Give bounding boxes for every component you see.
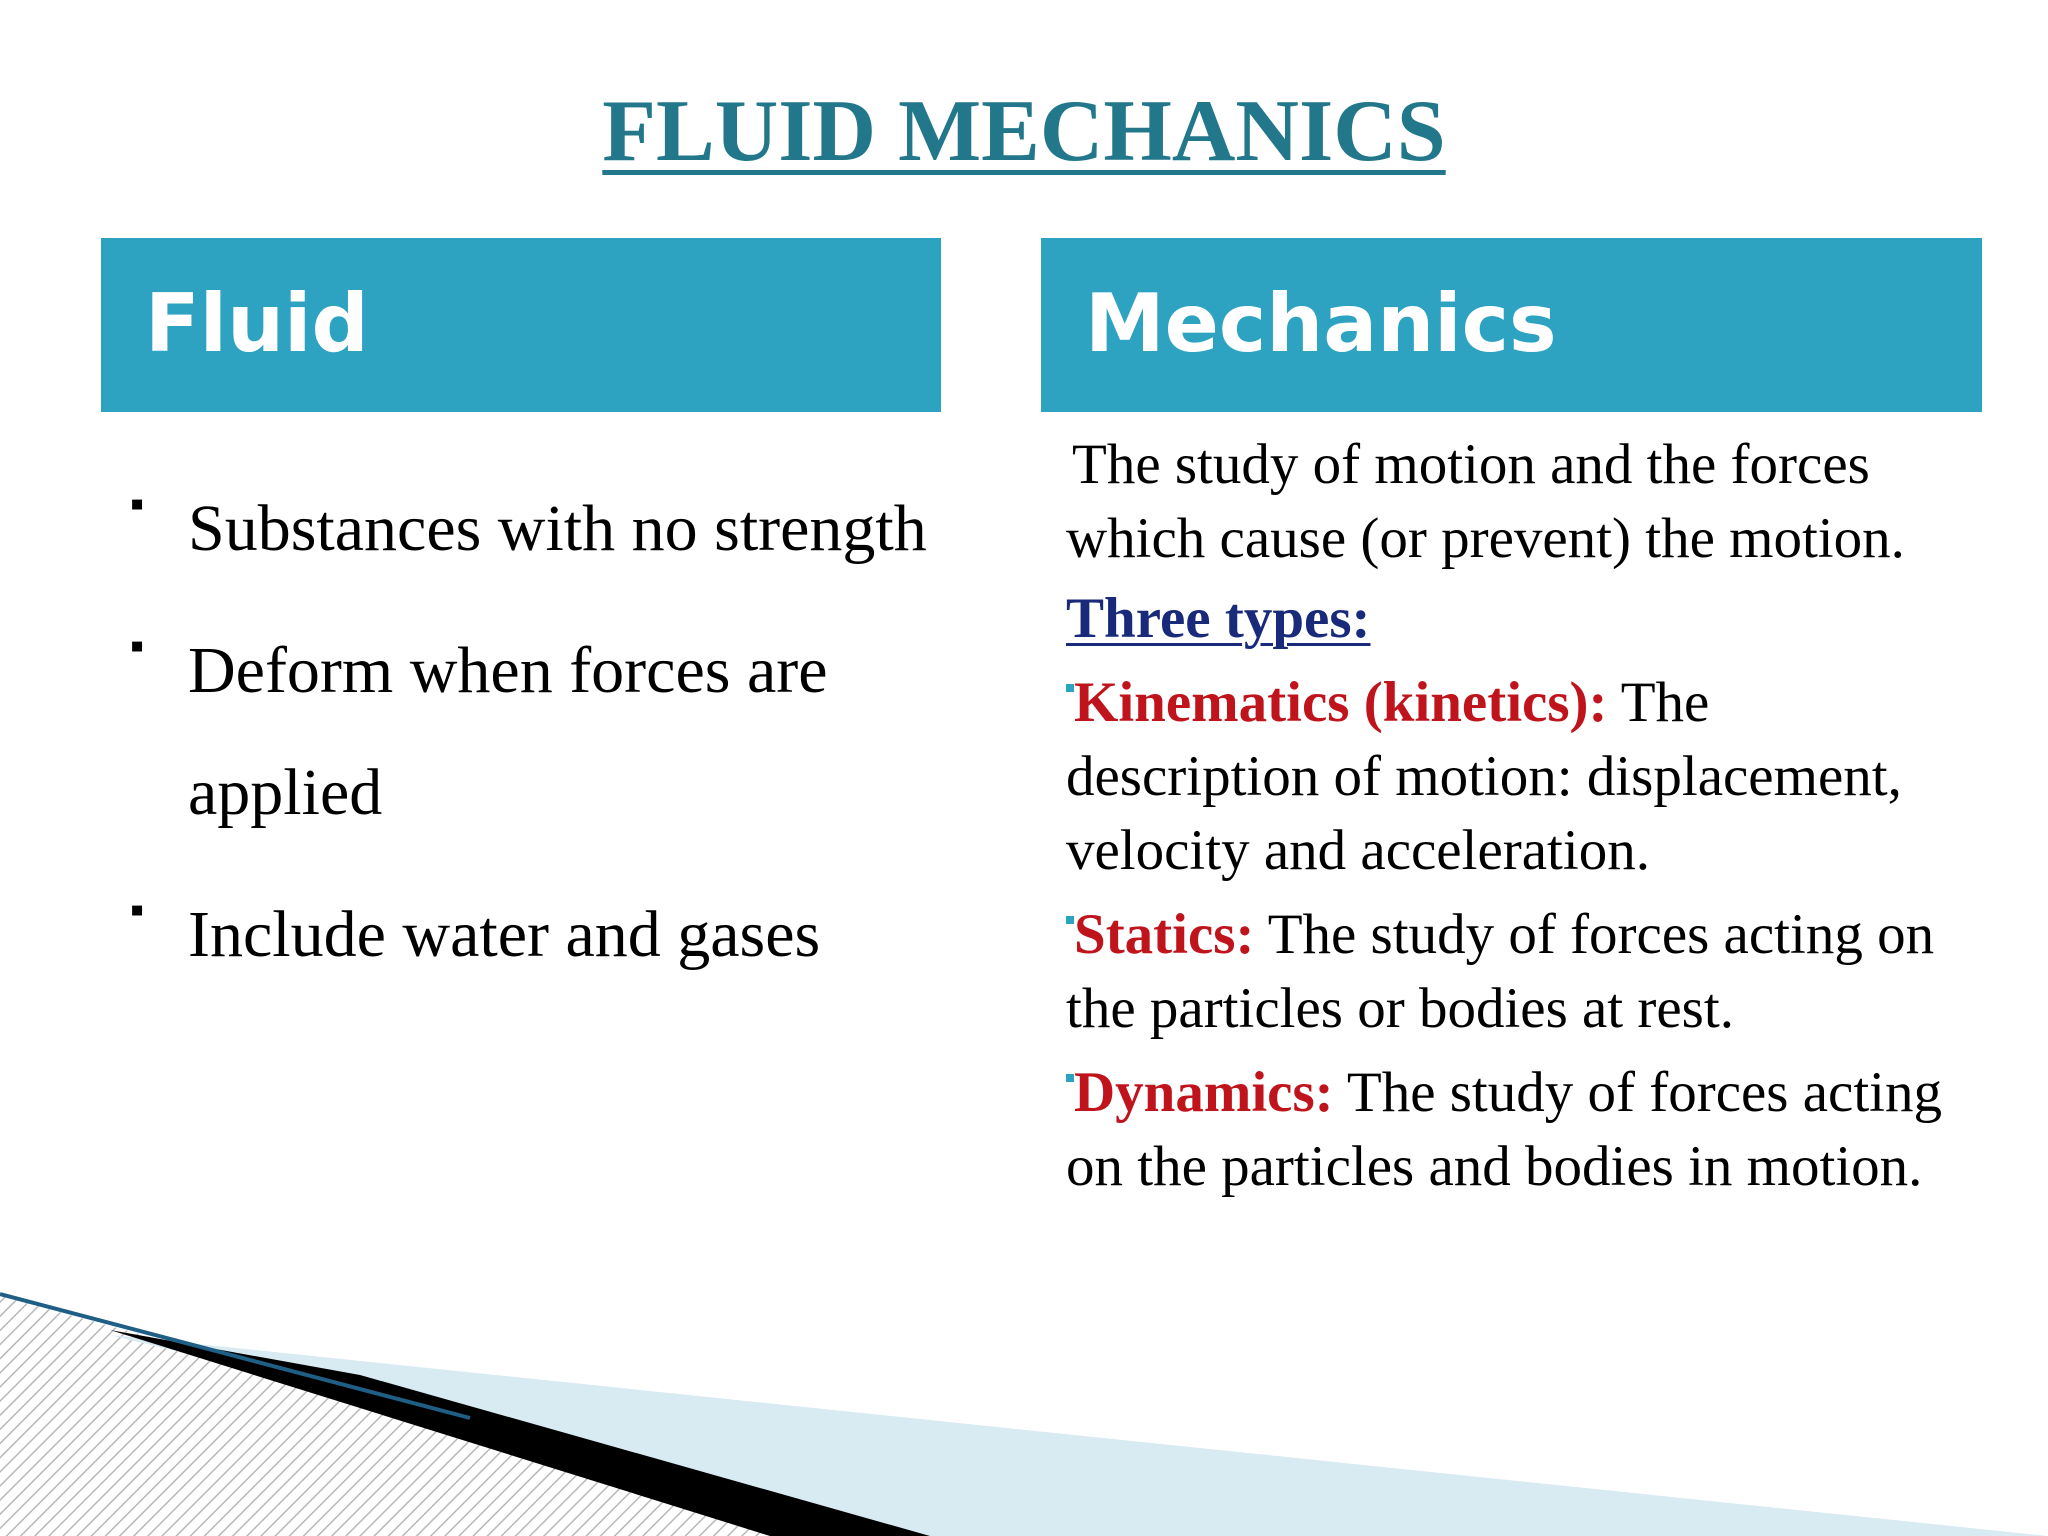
- mechanics-content: [1066, 428, 1966, 1204]
- type-item-statics: [1066, 898, 1966, 1046]
- types-heading: Three types:: [1066, 587, 1371, 650]
- list-item: [130, 874, 930, 996]
- list-item-text: Include water and gases: [188, 898, 821, 971]
- type-term: Kinematics (kinetics):: [1074, 671, 1608, 734]
- page-title: FLUID MECHANICS: [602, 83, 1446, 180]
- square-bullet-icon: ▪: [130, 623, 145, 668]
- mechanics-intro: The study of motion and the forces which cause (or prevent) the motion.: [1066, 433, 1905, 570]
- square-bullet-icon: ▪: [130, 887, 145, 932]
- type-item-kinematics: [1066, 666, 1966, 888]
- fluid-bullet-list: [130, 468, 930, 1016]
- mechanics-header-label: Mechanics: [1085, 277, 1557, 370]
- square-bullet-icon: [1066, 1074, 1074, 1082]
- square-bullet-icon: [1066, 684, 1074, 692]
- list-item: [130, 468, 930, 590]
- list-item-text: Substances with no strength: [188, 492, 927, 565]
- fluid-header: [101, 238, 941, 412]
- fluid-header-label: Fluid: [145, 277, 369, 370]
- list-item-text: Deform when forces are applied: [188, 634, 828, 829]
- type-item-dynamics: [1066, 1056, 1966, 1204]
- list-item: [130, 610, 930, 854]
- type-description: The description of motion: displacement, velocity and acceleration.: [1066, 671, 1902, 882]
- square-bullet-icon: [1066, 916, 1074, 924]
- square-bullet-icon: ▪: [130, 481, 145, 526]
- type-description: The study of forces acting on the particles or bodies at rest.: [1066, 903, 1935, 1040]
- mechanics-header: [1041, 238, 1982, 412]
- type-term: Dynamics:: [1074, 1061, 1334, 1124]
- type-description: The study of forces acting on the particles and bodies in motion.: [1066, 1061, 1943, 1198]
- type-term: Statics:: [1074, 903, 1255, 966]
